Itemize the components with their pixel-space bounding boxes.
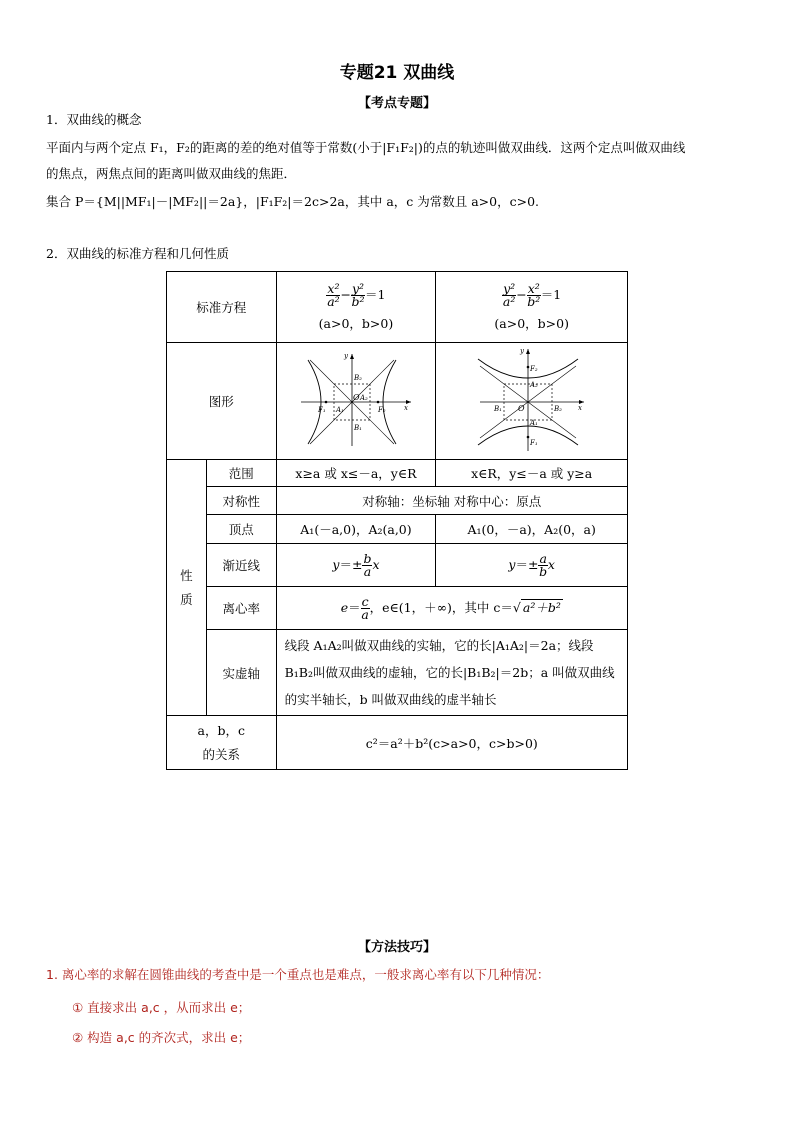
- axes-value: 线段 A₁A₂叫做双曲线的实轴，它的长|A₁A₂|＝2a；线段 B₁B₂叫做双曲线的虚轴，它的长|B₁B₂|＝2b；a 叫做双曲线的实半轴长，b 叫做双曲线的虚半轴长: [276, 630, 627, 716]
- vertex-vertical: A₁(0，－a)，A₂(0，a): [436, 515, 628, 544]
- vertex-horizontal: A₁(－a,0)，A₂(a,0): [276, 515, 436, 544]
- hyperbola-horizontal-graph: [296, 350, 416, 450]
- label-standard-equation: 标准方程: [167, 272, 277, 343]
- asymptote-vertical: y＝± $\frac{a}{b}$ x: [436, 544, 628, 587]
- svg-text:F₁: F₁: [317, 405, 326, 414]
- label-axes: 实虚轴: [206, 630, 276, 716]
- abc-relation-value: c²＝a²＋b²(c>a>0，c>b>0): [276, 716, 627, 770]
- eccentricity-value: e＝ $\frac{c}{a}$ ，e∈(1，＋∞)，其中 c＝√ a²＋b²: [276, 587, 627, 630]
- figure-horizontal: [276, 343, 436, 460]
- label-eccentricity: 离心率: [206, 587, 276, 630]
- method-item-1: 1. 离心率的求解在圆锥曲线的考查中是一个重点也是难点，一般求离心率有以下几种情况：: [46, 967, 550, 982]
- svg-text:A₁: A₁: [529, 418, 538, 427]
- page-title: 专题21 双曲线: [339, 63, 455, 83]
- figure-vertical: [436, 343, 628, 460]
- svg-text:F₂: F₂: [529, 364, 538, 373]
- method-sub-1: ① 直接求出 a,c ，从而求出 e；: [72, 1000, 251, 1015]
- concept-line-2: 的焦点，两焦点间的距离叫做双曲线的焦距．: [46, 166, 297, 181]
- hyperbola-vertical-graph: [472, 345, 592, 455]
- svg-text:x: x: [403, 403, 408, 412]
- label-range: 范围: [206, 460, 276, 487]
- label-abc-relation: a，b，c 的关系: [167, 716, 277, 770]
- label-symmetry: 对称性: [206, 487, 276, 515]
- section-heading-method: 【方法技巧】: [357, 940, 436, 955]
- equation-vertical: $\frac{\text{y²}}{\text{a²}}$ − $\frac{\text{x²}}{\text{b²}}$ ＝1 (a>0，b>0): [436, 272, 628, 343]
- svg-text:A₂: A₂: [359, 393, 368, 402]
- equation-horizontal-condition: (a>0，b>0): [318, 315, 394, 331]
- svg-text:O: O: [352, 392, 360, 402]
- equation-horizontal: $\frac{\text{x²}}{\text{a²}}$ − $\frac{\text{y²}}{\text{b²}}$ ＝1 (a>0，b>0): [276, 272, 436, 343]
- label-figure: 图形: [167, 343, 277, 460]
- range-vertical: x∈R，y≤－a 或 y≥a: [436, 460, 628, 487]
- label-vertex: 顶点: [206, 515, 276, 544]
- svg-text:B₂: B₂: [553, 404, 562, 413]
- svg-text:F₁: F₁: [529, 438, 538, 447]
- svg-text:A₂: A₂: [529, 380, 538, 389]
- svg-text:A₁: A₁: [335, 405, 344, 414]
- concept-line-3: 集合 P＝{M||MF₁|－|MF₂||＝2a}，|F₁F₂|＝2c>2a，其中 a，c 为常数且 a>0，c>0.: [46, 194, 540, 209]
- svg-text:B₁: B₁: [353, 423, 362, 432]
- svg-text:B₂: B₂: [353, 373, 362, 382]
- range-horizontal: x≥a 或 x≤－a，y∈R: [276, 460, 436, 487]
- equation-vertical-condition: (a>0，b>0): [494, 315, 569, 331]
- hyperbola-properties-table: [166, 271, 628, 770]
- svg-text:O: O: [517, 403, 525, 413]
- asymptote-horizontal: y＝± $\frac{b}{a}$ x: [276, 544, 436, 587]
- concept-heading: 1．双曲线的概念: [46, 112, 142, 127]
- label-asymptote: 渐近线: [206, 544, 276, 587]
- svg-text:y: y: [343, 351, 348, 360]
- section-heading-kaodian: 【考点专题】: [357, 96, 436, 111]
- table-heading: 2．双曲线的标准方程和几何性质: [46, 246, 229, 261]
- svg-text:x: x: [577, 403, 582, 412]
- symmetry-value: 对称轴：坐标轴 对称中心：原点: [276, 487, 627, 515]
- svg-text:y: y: [519, 346, 524, 355]
- concept-line-1: 平面内与两个定点 F₁，F₂的距离的差的绝对值等于常数(小于|F₁F₂|)的点的轨迹叫做双曲线．这两个定点叫做双曲线: [46, 140, 686, 155]
- method-sub-2: ② 构造 a,c 的齐次式，求出 e；: [72, 1030, 251, 1045]
- svg-text:B₁: B₁: [493, 404, 502, 413]
- svg-text:F₂: F₂: [377, 405, 386, 414]
- label-properties: 性质: [167, 460, 207, 716]
